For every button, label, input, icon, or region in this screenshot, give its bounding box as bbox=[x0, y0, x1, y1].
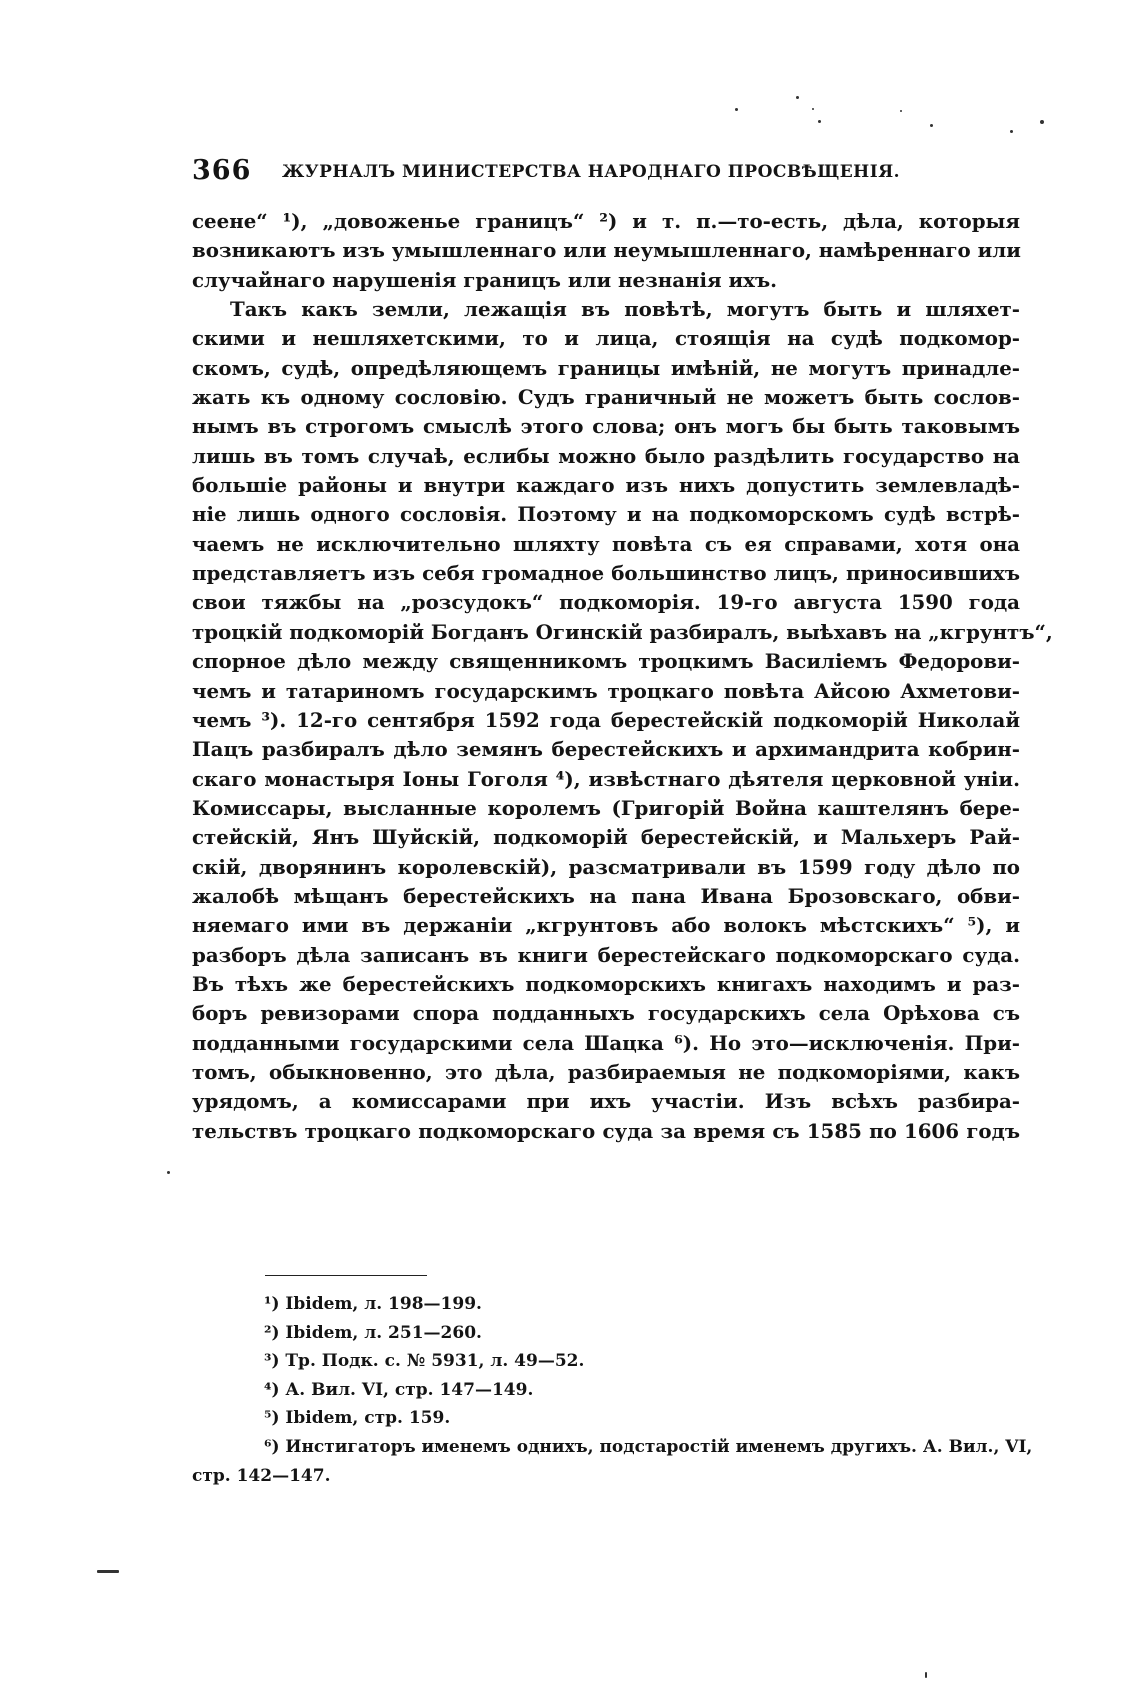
text-line: разборъ дѣла записанъ въ книги берестейскаго подкоморскаго суда. bbox=[192, 942, 1020, 967]
text-line: Такъ какъ земли, лежащія въ повѣтѣ, могутъ быть и шляхет- bbox=[230, 297, 1020, 322]
text-line: чаемъ не исключительно шляхту повѣта съ ея справами, хотя она bbox=[192, 531, 1020, 556]
page-number: 366 bbox=[192, 155, 252, 186]
footnotes bbox=[192, 1290, 1033, 1490]
text-line: тельствъ троцкаго подкоморскаго суда за время съ 1585 по 1606 годъ bbox=[192, 1118, 1020, 1143]
text-line: боръ ревизорами спора подданныхъ государскихъ села Орѣхова съ bbox=[192, 1001, 1020, 1026]
scan-speck bbox=[97, 1570, 119, 1573]
text-line: жалобѣ мѣщанъ берестейскихъ на пана Ивана Брозовскаго, обви- bbox=[192, 883, 1020, 908]
text-line: возникаютъ изъ умышленнаго или неумышленнаго, намѣреннаго или bbox=[192, 238, 1021, 263]
scan-speck bbox=[796, 96, 799, 99]
text-line: жать къ одному сословію. Судъ граничный не можетъ быть сослов- bbox=[192, 385, 1020, 410]
text-line: сеене“ ¹), „довоженье границъ“ ²) и т. п.—то-есть, дѣла, которыя bbox=[192, 209, 1020, 233]
scan-speck bbox=[900, 110, 902, 112]
text-line: няемаго ими въ держаніи „кгрунтовъ або волокъ мѣстскихъ“ ⁵), и bbox=[192, 913, 1020, 938]
scan-speck bbox=[818, 120, 821, 123]
page-header bbox=[192, 155, 912, 185]
footnote-divider bbox=[265, 1275, 427, 1276]
text-line: Пацъ разбиралъ дѣло земянъ берестейскихъ и архимандрита кобрин- bbox=[192, 737, 1020, 762]
footnote: ⁶) Инстигаторъ именемъ однихъ, подстаростій именемъ другихъ. А. Вил., VI, bbox=[264, 1436, 1033, 1457]
scan-speck bbox=[812, 108, 814, 110]
scan-speck bbox=[925, 1672, 927, 1678]
text-line: подданными государскими села Шацка ⁶). Но это—исключенія. При- bbox=[192, 1030, 1020, 1055]
scan-speck bbox=[1040, 120, 1044, 124]
text-line: скими и нешляхетскими, то и лица, стоящія на судѣ подкомор- bbox=[192, 326, 1020, 351]
text-line: представляетъ изъ себя громадное большинство лицъ, приносившихъ bbox=[192, 561, 1020, 586]
text-line: скій, дворянинъ королевскій), разсматривали въ 1599 году дѣло по bbox=[192, 854, 1020, 879]
footnote: ¹) Ibidem, л. 198—199. bbox=[264, 1294, 482, 1314]
footnote: ⁴) А. Вил. VI, стр. 147—149. bbox=[264, 1379, 534, 1400]
text-line: Въ тѣхъ же берестейскихъ подкоморскихъ книгахъ находимъ и раз- bbox=[192, 971, 1020, 996]
text-line: стейскій, Янъ Шуйскій, подкоморій берестейскій, и Мальхеръ Рай- bbox=[192, 825, 1020, 850]
running-title: ЖУРНАЛЪ МИНИСТЕРСТВА НАРОДНАГО ПРОСВѢЩЕНІЯ. bbox=[282, 162, 901, 182]
text-line: томъ, обыкновенно, это дѣла, разбираемыя не подкоморіями, какъ bbox=[192, 1059, 1020, 1084]
text-line: чемъ ³). 12-го сентября 1592 года берестейскій подкоморій Николай bbox=[192, 707, 1020, 732]
text-line: свои тяжбы на „розсудокъ“ подкоморія. 19-го августа 1590 года bbox=[192, 590, 1020, 615]
text-line: случайнаго нарушенія границъ или незнанія ихъ. bbox=[192, 267, 778, 292]
text-line: урядомъ, а комиссарами при ихъ участіи. Изъ всѣхъ разбира- bbox=[192, 1089, 1020, 1114]
main-text bbox=[192, 207, 1053, 1146]
footnote: ⁵) Ibidem, стр. 159. bbox=[264, 1408, 451, 1429]
footnote-continuation: стр. 142—147. bbox=[192, 1465, 331, 1486]
text-line: ніе лишь одного сословія. Поэтому и на подкоморскомъ судѣ встрѣ- bbox=[192, 502, 1020, 527]
footnote: ²) Ibidem, л. 251—260. bbox=[264, 1322, 482, 1343]
text-line: чемъ и татариномъ государскимъ троцкаго повѣта Айсою Ахметови- bbox=[192, 678, 1020, 703]
text-line: скаго монастыря Іоны Гоголя ⁴), извѣстнаго дѣятеля церковной уніи. bbox=[192, 766, 1020, 791]
text-line: скомъ, судѣ, опредѣляющемъ границы имѣній, не могутъ принадле- bbox=[192, 355, 1020, 380]
scan-speck bbox=[930, 124, 933, 127]
scan-speck bbox=[1010, 130, 1013, 133]
text-line: Комиссары, высланные королемъ (Григорій Война каштелянъ бере- bbox=[192, 795, 1020, 820]
text-line: лишь въ томъ случаѣ, еслибы можно было раздѣлить государство на bbox=[192, 443, 1020, 468]
scan-speck bbox=[735, 108, 738, 111]
text-line: большіе районы и внутри каждаго изъ нихъ допустить землевладѣ- bbox=[192, 473, 1020, 498]
footnote: ³) Тр. Подк. с. № 5931, л. 49—52. bbox=[264, 1351, 585, 1372]
scan-speck bbox=[167, 1171, 170, 1174]
text-line: спорное дѣло между священникомъ троцкимъ Василіемъ Федорови- bbox=[192, 649, 1020, 674]
text-line: троцкій подкоморій Богданъ Огинскій разбиралъ, выѣхавъ на „кгрунтъ“, bbox=[192, 619, 1053, 644]
text-line: нымъ въ строгомъ смыслѣ этого слова; онъ могъ бы быть таковымъ bbox=[192, 414, 1020, 439]
